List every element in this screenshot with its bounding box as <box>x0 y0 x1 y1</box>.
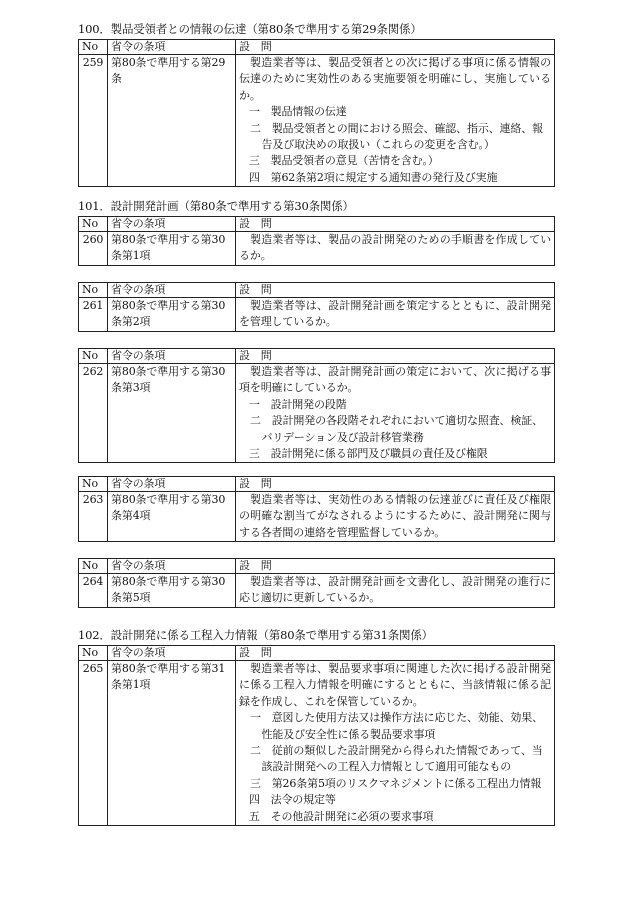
question-table-259 <box>78 39 555 187</box>
header-article: 省令の条項 <box>108 283 236 298</box>
question-number: 262 <box>79 364 108 463</box>
header-article: 省令の条項 <box>108 217 236 232</box>
header-question: 設 問 <box>236 349 555 364</box>
header-question: 設 問 <box>236 217 555 232</box>
section-heading-101: 101．設計開発計画（第80条で準用する第30条関係） <box>78 199 354 213</box>
table-row <box>79 55 555 187</box>
question-item: 五 その他設計開発に必須の要求事項 <box>248 809 434 823</box>
question-cell <box>236 574 555 608</box>
table-row <box>79 298 555 332</box>
table-row <box>79 661 555 826</box>
question-text: 製造業者等は、実効性のある情報の伝達並びに責任及び権限の明確な割当てがなされるようにするために、設計開発に関与する各者間の連絡を管理監督しているか。 <box>239 493 551 539</box>
question-cell <box>236 364 555 463</box>
question-table-262 <box>78 348 555 463</box>
question-text: 製造業者等は、製品受領者との次に掲げる事項に係る情報の伝達のために実効性のある実施要領を明確にし、実施しているか。 <box>239 56 551 102</box>
table-row <box>79 492 555 542</box>
question-cell <box>236 55 555 187</box>
article-reference: 第80条で準用する第30条第4項 <box>108 492 236 542</box>
question-cell <box>236 298 555 332</box>
article-reference: 第80条で準用する第30条第3項 <box>108 364 236 463</box>
question-text: 製造業者等は、設計開発計画の策定において、次に掲げる事項を明確にしているか。 <box>239 365 551 395</box>
header-question: 設 問 <box>236 646 555 661</box>
question-item: 一 製品情報の伝達 <box>248 105 347 119</box>
header-no: No <box>79 283 108 298</box>
question-number: 265 <box>79 661 108 826</box>
table-header-row <box>79 217 555 232</box>
question-cell <box>236 232 555 266</box>
table-row <box>79 232 555 266</box>
header-no: No <box>79 217 108 232</box>
question-text: 製造業者等は、製品の設計開発のための手順書を作成しているか。 <box>239 233 551 263</box>
section-heading-102: 102．設計開発に係る工程入力情報（第80条で準用する第31条関係） <box>78 628 433 642</box>
header-article: 省令の条項 <box>108 477 236 492</box>
table-header-row <box>79 477 555 492</box>
table-header-row <box>79 559 555 574</box>
article-reference: 第80条で準用する第29条 <box>108 55 236 187</box>
question-cell <box>236 492 555 542</box>
table-row <box>79 364 555 463</box>
table-header-row <box>79 40 555 55</box>
header-article: 省令の条項 <box>108 646 236 661</box>
article-reference: 第80条で準用する第30条第2項 <box>108 298 236 332</box>
header-question: 設 問 <box>236 283 555 298</box>
table-header-row <box>79 349 555 364</box>
question-text: 製造業者等は、設計開発計画を策定するとともに、設計開発を管理しているか。 <box>239 299 551 329</box>
question-item: 二 製品受領者との間における照会、確認、指示、連絡、報告及び取決めの取扱い（これらの変更を含む。） <box>250 121 543 152</box>
header-article: 省令の条項 <box>108 559 236 574</box>
header-question: 設 問 <box>236 559 555 574</box>
question-item: 二 設計開発の各段階それぞれにおいて適切な照査、検証、バリデーション及び設計移管業務 <box>250 414 543 444</box>
article-reference: 第80条で準用する第31条第1項 <box>108 661 236 826</box>
question-table-264 <box>78 558 555 608</box>
question-item: 四 第62条第2項に規定する通知書の発行及び実施 <box>248 170 498 184</box>
question-table-265 <box>78 645 555 826</box>
question-item: 一 意図した使用方法又は操作方法に応じた、効能、効果、性能及び安全性に係る製品要求事項 <box>250 711 543 741</box>
question-item: 三 製品受領者の意見（苦情を含む。） <box>248 154 439 168</box>
question-table-260 <box>78 216 555 266</box>
section-heading-100: 100．製品受領者との情報の伝達（第80条で準用する第29条関係） <box>78 22 422 36</box>
question-item: 三 第26条第5項のリスクマネジメントに係る工程出力情報 <box>250 776 542 790</box>
question-text: 製造業者等は、設計開発計画を文書化し、設計開発の進行に応じ適切に更新しているか。 <box>239 575 551 605</box>
header-no: No <box>79 646 108 661</box>
table-row <box>79 574 555 608</box>
header-no: No <box>79 40 108 55</box>
question-number: 264 <box>79 574 108 608</box>
question-table-261 <box>78 282 555 332</box>
header-no: No <box>79 477 108 492</box>
question-item: 四 法令の規定等 <box>248 793 336 807</box>
table-header-row <box>79 283 555 298</box>
question-number: 263 <box>79 492 108 542</box>
question-text: 製造業者等は、製品要求事項に関連した次に掲げる設計開発に係る工程入力情報を明確にするとともに、当該情報に係る記録を作成し、これを保管しているか。 <box>239 662 551 708</box>
question-item: 二 従前の類似した設計開発から得られた情報であって、当該設計開発への工程入力情報として適用可能なもの <box>250 744 543 774</box>
header-article: 省令の条項 <box>108 349 236 364</box>
question-item: 三 設計開発に係る部門及び職員の責任及び権限 <box>248 447 488 461</box>
article-reference: 第80条で準用する第30条第1項 <box>108 232 236 266</box>
question-number: 260 <box>79 232 108 266</box>
article-reference: 第80条で準用する第30条第5項 <box>108 574 236 608</box>
header-no: No <box>79 349 108 364</box>
header-question: 設 問 <box>236 477 555 492</box>
table-header-row <box>79 646 555 661</box>
header-question: 設 問 <box>236 40 555 55</box>
question-number: 259 <box>79 55 108 187</box>
question-item: 一 設計開発の段階 <box>248 397 347 411</box>
question-table-263 <box>78 476 555 542</box>
header-no: No <box>79 559 108 574</box>
question-number: 261 <box>79 298 108 332</box>
question-cell <box>236 661 555 826</box>
header-article: 省令の条項 <box>108 40 236 55</box>
